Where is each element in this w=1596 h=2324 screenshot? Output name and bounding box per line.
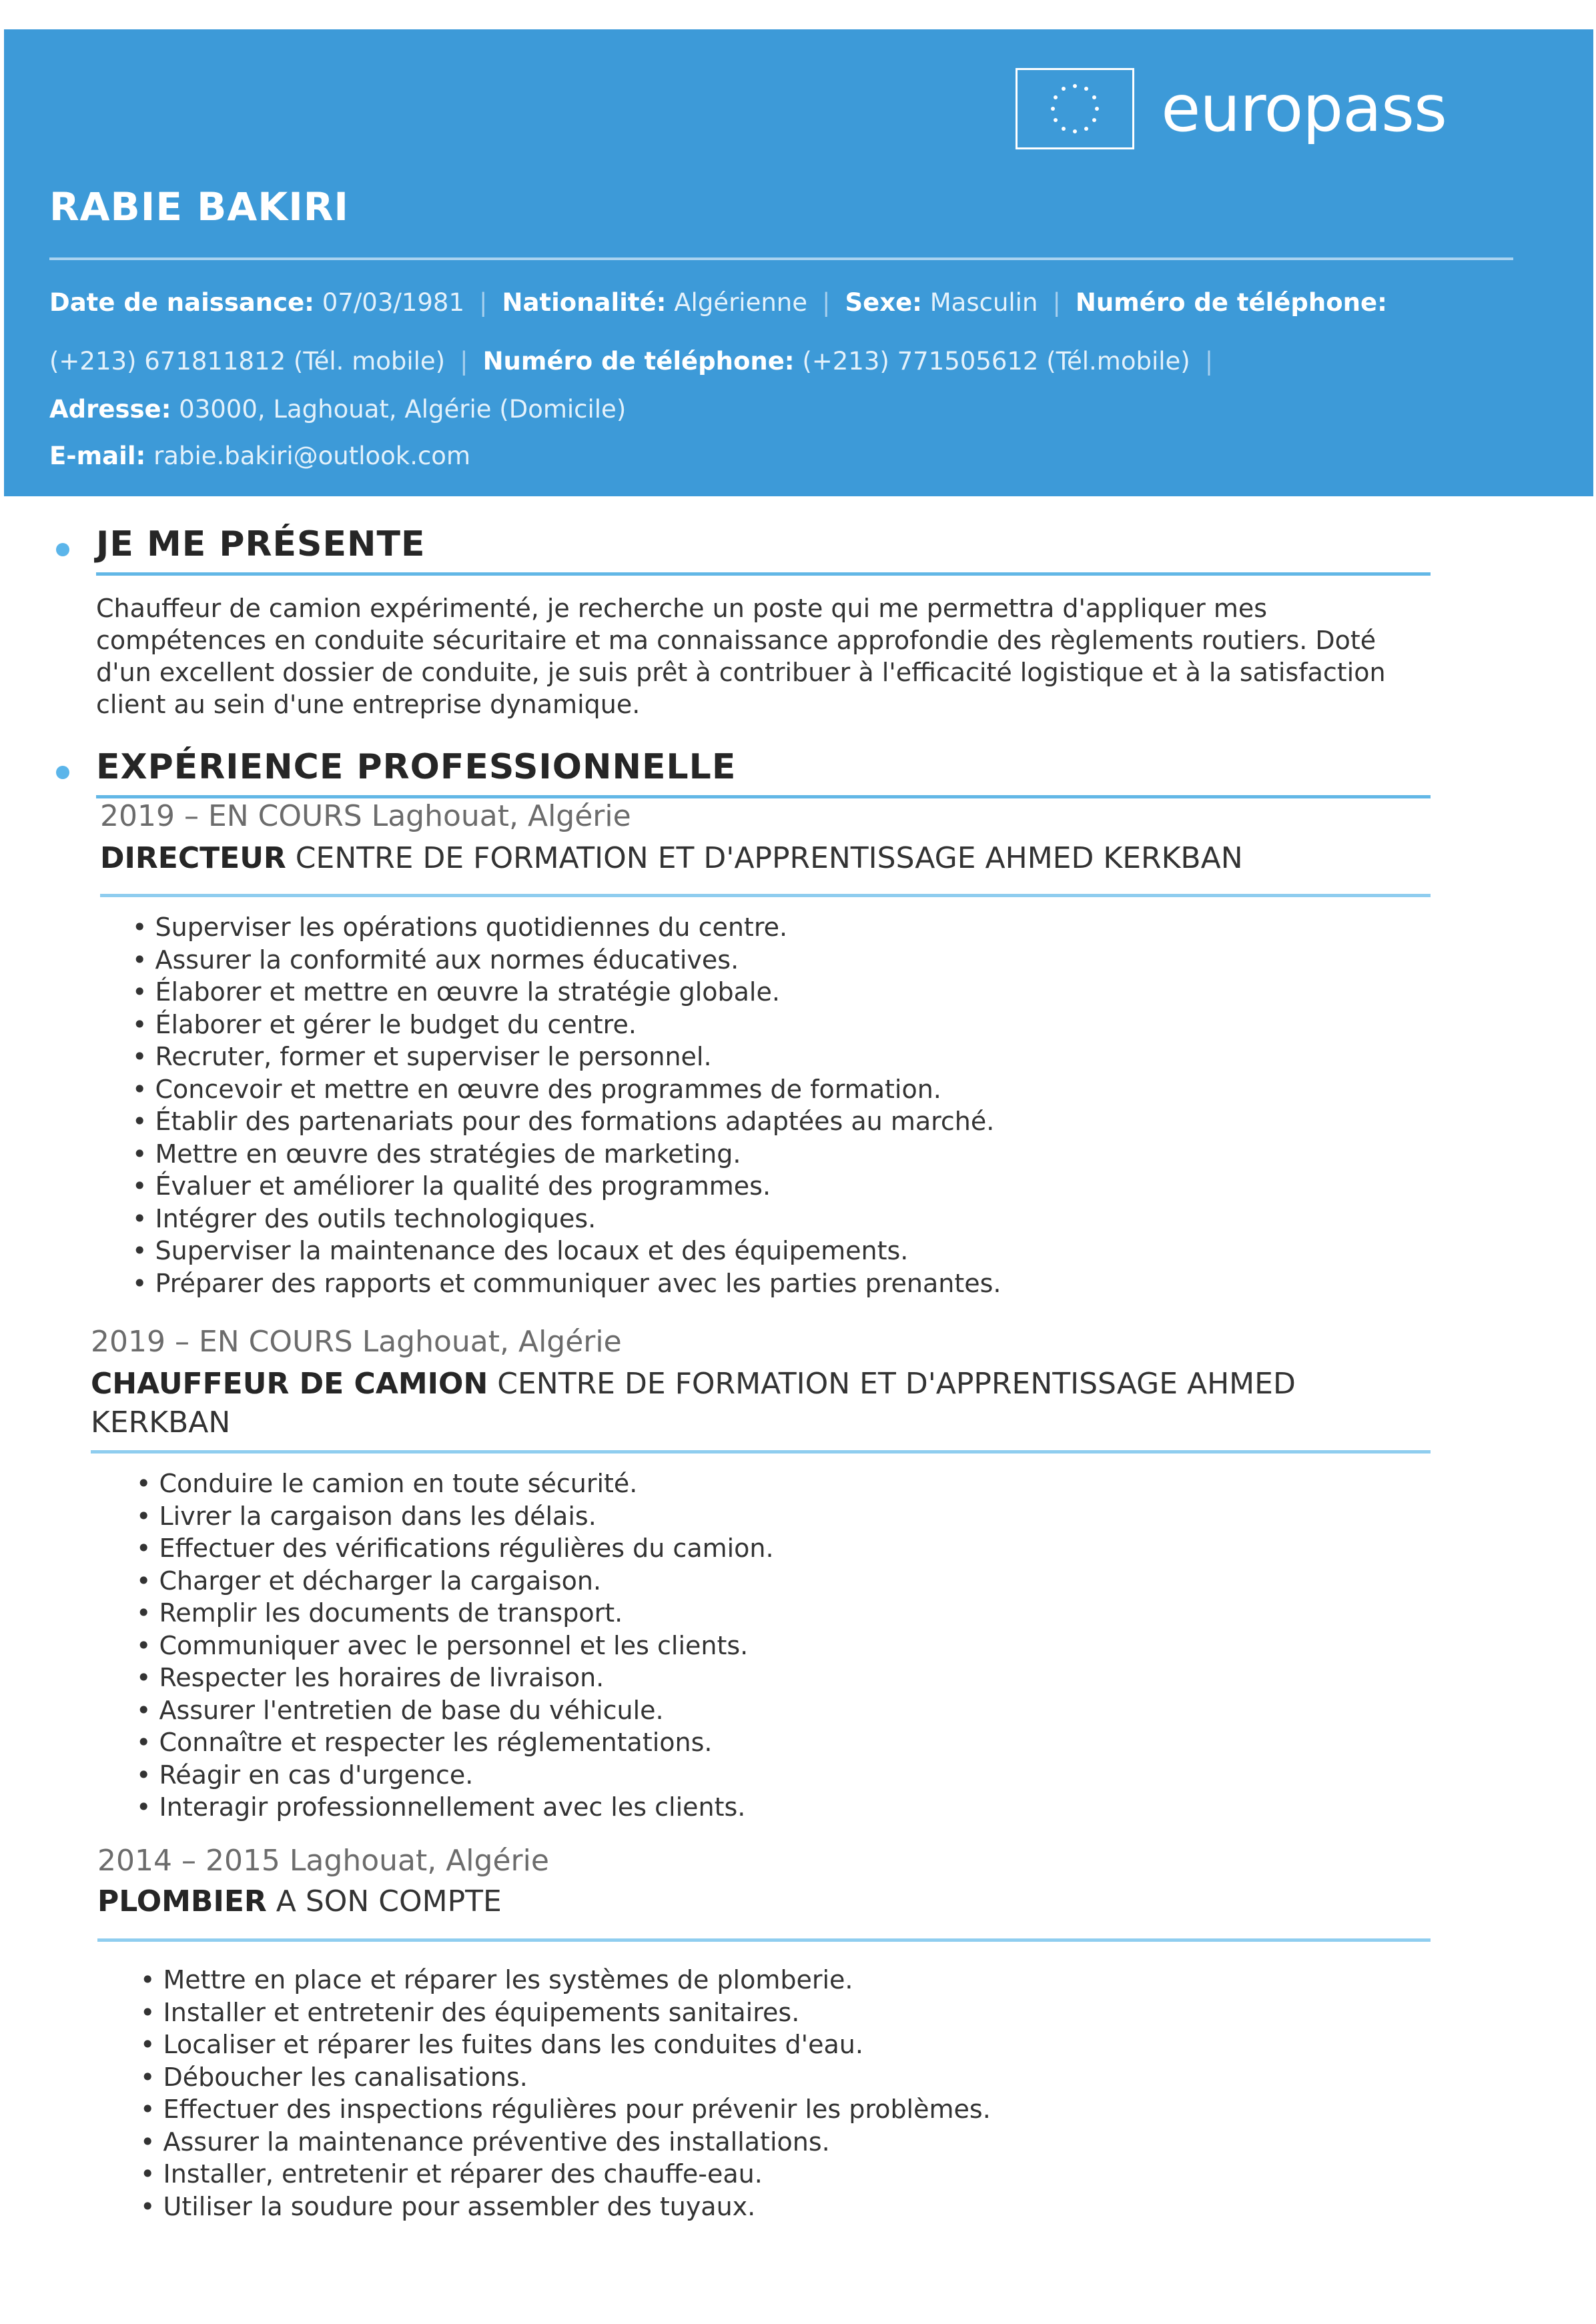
list-item: • Remplir les documents de transport. xyxy=(136,1597,774,1630)
list-item: • Élaborer et gérer le budget du centre. xyxy=(132,1009,1002,1041)
phone-value-2: (+213) 771505612 (Tél.mobile) xyxy=(794,347,1190,376)
address-value: 03000, Laghouat, Algérie (Domicile) xyxy=(171,395,627,424)
list-item: • Utiliser la soudure pour assembler des tuyaux. xyxy=(140,2191,991,2223)
list-item: • Mettre en œuvre des stratégies de marketing. xyxy=(132,1138,1002,1171)
email-value[interactable]: rabie.bakiri@outlook.com xyxy=(145,442,470,470)
list-item: • Effectuer des vérifications régulières du camion. xyxy=(136,1532,774,1565)
list-item: • Assurer la maintenance préventive des installations. xyxy=(140,2126,991,2159)
separator: | xyxy=(1204,347,1214,376)
europass-logo xyxy=(1016,68,1447,149)
sex-label: Sexe: xyxy=(845,288,922,317)
job-employer: CENTRE DE FORMATION ET D'APPRENTISSAGE AHMED KERKBAN xyxy=(286,841,1243,875)
candidate-name: RABIE BAKIRI xyxy=(49,184,350,229)
section-experience-header xyxy=(56,747,1431,800)
job-title xyxy=(100,839,1435,878)
list-item: • Superviser la maintenance des locaux et des équipements. xyxy=(132,1235,1002,1267)
job-date: 2019 – EN COURS Laghouat, Algérie xyxy=(91,1325,622,1359)
list-item: • Élaborer et mettre en œuvre la stratégie globale. xyxy=(132,976,1002,1009)
job-divider xyxy=(91,1450,1431,1454)
eu-stars-icon xyxy=(1016,68,1134,149)
list-item: • Respecter les horaires de livraison. xyxy=(136,1662,774,1694)
section-divider xyxy=(96,572,1431,576)
job-role: PLOMBIER xyxy=(97,1884,267,1918)
list-item: • Localiser et réparer les fuites dans les conduites d'eau. xyxy=(140,2028,991,2061)
list-item: • Assurer la conformité aux normes éducatives. xyxy=(132,944,1002,977)
separator: | xyxy=(822,288,831,317)
personal-info-line-1 xyxy=(49,288,1387,317)
list-item: • Connaître et respecter les réglementations. xyxy=(136,1726,774,1759)
job-title xyxy=(97,1882,1432,1921)
bullet-dot-icon xyxy=(56,543,69,556)
address-label: Adresse: xyxy=(49,395,171,424)
list-item: • Établir des partenariats pour des formations adaptées au marché. xyxy=(132,1105,1002,1138)
list-item: • Recruter, former et superviser le personnel. xyxy=(132,1041,1002,1073)
list-item: • Communiquer avec le personnel et les clients. xyxy=(136,1630,774,1662)
bullet-dot-icon xyxy=(56,766,69,779)
section-title: EXPÉRIENCE PROFESSIONNELLE xyxy=(96,747,737,787)
task-list xyxy=(140,1964,991,2223)
job-date: 2014 – 2015 Laghouat, Algérie xyxy=(97,1844,549,1878)
job-divider xyxy=(97,1938,1431,1942)
list-item: • Effectuer des inspections régulières pour prévenir les problèmes. xyxy=(140,2093,991,2126)
job-divider xyxy=(100,894,1431,897)
job-employer: A SON COMPTE xyxy=(266,1884,502,1918)
list-item: • Charger et décharger la cargaison. xyxy=(136,1565,774,1598)
presentation-text: Chauffeur de camion expérimenté, je recherche un poste qui me permettra d'appliquer mes compétences en conduite sécuritaire et ma connaissance approfondie des règlements routiers. Doté d'un excellent dossier de conduite, je suis prêt à contribuer à l'efficacité logistique et à la satisfaction client au sein d'une entreprise dynamique. xyxy=(96,594,1386,719)
task-list xyxy=(136,1468,774,1824)
separator: | xyxy=(460,347,468,376)
list-item: • Préparer des rapports et communiquer avec les parties prenantes. xyxy=(132,1267,1002,1300)
email-label: E-mail: xyxy=(49,442,146,470)
section-divider xyxy=(96,795,1431,798)
personal-info-line-2 xyxy=(49,347,1228,376)
list-item: • Conduire le camion en toute sécurité. xyxy=(136,1468,774,1500)
separator: | xyxy=(1052,288,1061,317)
list-item: • Installer, entretenir et réparer des chauffe-eau. xyxy=(140,2158,991,2191)
list-item: • Réagir en cas d'urgence. xyxy=(136,1759,774,1792)
list-item: • Assurer l'entretien de base du véhicule. xyxy=(136,1694,774,1727)
email-line xyxy=(49,442,470,470)
list-item: • Intégrer des outils technologiques. xyxy=(132,1203,1002,1235)
nationality-label: Nationalité: xyxy=(502,288,667,317)
job-title xyxy=(91,1365,1385,1442)
phone-value-1: (+213) 671811812 (Tél. mobile) xyxy=(49,347,446,376)
list-item: • Livrer la cargaison dans les délais. xyxy=(136,1500,774,1533)
logo-text: europass xyxy=(1161,71,1447,146)
separator: | xyxy=(479,288,488,317)
job-role: CHAUFFEUR DE CAMION xyxy=(91,1367,488,1401)
section-title: JE ME PRÉSENTE xyxy=(96,524,426,564)
list-item: • Mettre en place et réparer les systèmes de plomberie. xyxy=(140,1964,991,1996)
list-item: • Installer et entretenir des équipements sanitaires. xyxy=(140,1996,991,2029)
birth-value: 07/03/1981 xyxy=(314,288,465,317)
nationality-value: Algérienne xyxy=(666,288,807,317)
list-item: • Déboucher les canalisations. xyxy=(140,2061,991,2094)
header-banner xyxy=(4,29,1593,496)
task-list xyxy=(132,911,1002,1299)
sex-value: Masculin xyxy=(921,288,1038,317)
job-role: DIRECTEUR xyxy=(100,841,286,875)
address-line xyxy=(49,395,626,424)
list-item: • Concevoir et mettre en œuvre des programmes de formation. xyxy=(132,1073,1002,1106)
list-item: • Interagir professionnellement avec les clients. xyxy=(136,1791,774,1824)
section-presentation-header xyxy=(56,524,1431,578)
list-item: • Superviser les opérations quotidiennes du centre. xyxy=(132,911,1002,944)
header-divider xyxy=(49,257,1513,260)
phone-label: Numéro de téléphone: xyxy=(1075,288,1387,317)
job-employer: CENTRE DE FORMATION ET D'APPRENTISSAGE AHMED KERKBAN xyxy=(91,1367,1296,1439)
phone-label-2: Numéro de téléphone: xyxy=(482,347,795,376)
birth-label: Date de naissance: xyxy=(49,288,314,317)
job-date: 2019 – EN COURS Laghouat, Algérie xyxy=(100,799,631,833)
list-item: • Évaluer et améliorer la qualité des programmes. xyxy=(132,1170,1002,1203)
